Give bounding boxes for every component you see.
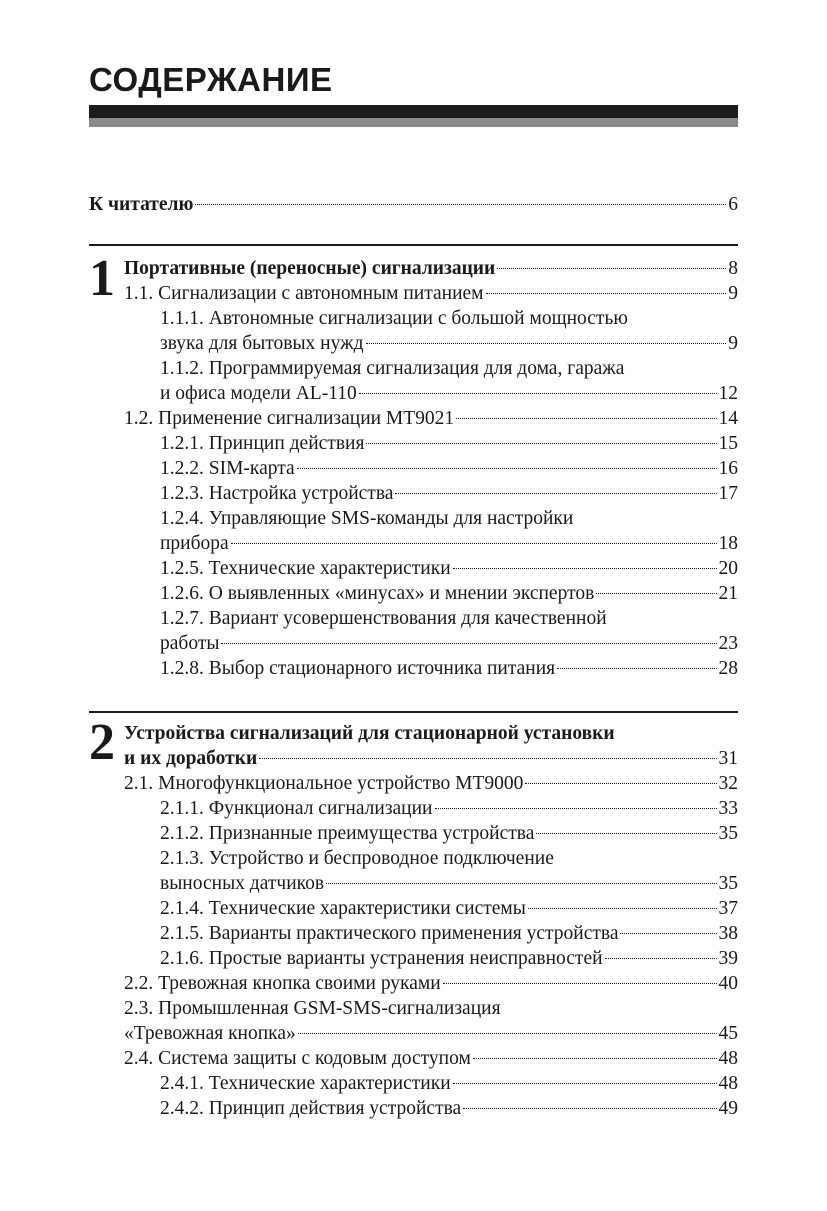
dot-leader	[231, 542, 717, 544]
dot-leader	[453, 567, 717, 569]
toc-chapter-2[interactable]	[124, 746, 738, 771]
toc-entry-2-1-6[interactable]	[160, 946, 738, 971]
dot-leader	[359, 392, 717, 394]
chapter-2-rule	[89, 711, 738, 713]
chapter-1-rule	[89, 244, 738, 246]
dot-leader	[536, 832, 716, 834]
toc-entry-page: 35	[718, 873, 738, 894]
toc-entry-1-2[interactable]	[124, 406, 738, 431]
dot-leader	[463, 1107, 716, 1109]
toc-entry-title: звука для бытовых нужд	[160, 333, 364, 354]
dot-leader	[298, 1032, 717, 1034]
toc-entry-page: 14	[718, 408, 738, 429]
dot-leader	[366, 442, 716, 444]
dot-leader	[456, 417, 716, 419]
toc-entry-page: 45	[718, 1023, 738, 1044]
toc-entry-title: 2.4. Система защиты с кодовым доступом	[124, 1048, 471, 1069]
toc-entry-1-1-2[interactable]	[160, 381, 738, 406]
toc-entry-1-2-8[interactable]	[160, 656, 738, 681]
toc-entry-1-2-7-line1[interactable]: 1.2.7. Вариант усовершенствования для качественной	[160, 608, 607, 629]
toc-entry-title: работы	[160, 633, 220, 654]
toc-entry-page: 8	[728, 258, 738, 279]
toc-entry-1-1-2-line1[interactable]: 1.1.2. Программируемая сигнализация для дома, гаража	[160, 358, 625, 379]
toc-entry-title: выносных датчиков	[160, 873, 325, 894]
toc-entry-page: 31	[718, 748, 738, 769]
toc-entry-title: К читателю	[89, 194, 194, 215]
toc-chapter-1[interactable]	[124, 256, 738, 281]
toc-entry-page: 35	[718, 823, 738, 844]
toc-entry-2-3[interactable]	[124, 1021, 738, 1046]
dot-leader	[486, 292, 727, 294]
dot-leader	[395, 492, 716, 494]
dot-leader	[366, 342, 727, 344]
toc-entry-page: 32	[718, 773, 738, 794]
dot-leader	[453, 1082, 717, 1084]
toc-entry-2-4-2[interactable]	[160, 1096, 738, 1121]
dot-leader	[596, 592, 716, 594]
toc-entry-1-1-1[interactable]	[160, 331, 738, 356]
toc-entry-1-2-2[interactable]	[160, 456, 738, 481]
toc-entry-title: 1.2.3. Настройка устройства	[160, 483, 394, 504]
toc-entry-page: 33	[718, 798, 738, 819]
toc-entry-page: 48	[718, 1048, 738, 1069]
page-title: СОДЕРЖАНИЕ	[89, 61, 333, 98]
toc-entry-title: «Тревожная кнопка»	[124, 1023, 296, 1044]
dot-leader	[443, 982, 717, 984]
dot-leader	[221, 642, 716, 644]
dot-leader	[297, 467, 717, 469]
toc-entry-title: 2.1.2. Признанные преимущества устройства	[160, 823, 535, 844]
toc-entry-page: 6	[728, 194, 738, 215]
toc-entry-page: 40	[718, 973, 738, 994]
chapter-2-number: 2	[89, 714, 115, 771]
toc-entry-2-3-line1[interactable]: 2.3. Промышленная GSM-SMS-сигнализация	[124, 998, 501, 1019]
toc-entry-page: 48	[718, 1073, 738, 1094]
toc-entry-title: 1.2.6. О выявленных «минусах» и мнении экспертов	[160, 583, 595, 604]
toc-entry-page: 39	[718, 948, 738, 969]
toc-entry-page: 17	[718, 483, 738, 504]
toc-entry-title: 1.2.2. SIM-карта	[160, 458, 295, 479]
title-rule-dark	[89, 105, 738, 118]
dot-leader	[473, 1057, 717, 1059]
dot-leader	[435, 807, 717, 809]
dot-leader	[605, 957, 717, 959]
toc-entry-title: 1.1. Сигнализации с автономным питанием	[124, 283, 484, 304]
toc-entry-page: 37	[718, 898, 738, 919]
toc-entry-1-2-3[interactable]	[160, 481, 738, 506]
toc-entry-title: прибора	[160, 533, 229, 554]
toc-entry-1-2-4[interactable]	[160, 531, 738, 556]
toc-entry-2-4-1[interactable]	[160, 1071, 738, 1096]
toc-entry-2-1-2[interactable]	[160, 821, 738, 846]
toc-entry-page: 38	[718, 923, 738, 944]
toc-entry-2-2[interactable]	[124, 971, 738, 996]
dot-leader	[620, 932, 716, 934]
toc-entry-1-2-6[interactable]	[160, 581, 738, 606]
toc-entry-1-2-1[interactable]	[160, 431, 738, 456]
toc-entry-2-1-3-line1[interactable]: 2.1.3. Устройство и беспроводное подключение	[160, 848, 554, 869]
toc-entry-1-2-7[interactable]	[160, 631, 738, 656]
toc-entry-2-4[interactable]	[124, 1046, 738, 1071]
toc-entry-title: 2.4.1. Технические характеристики	[160, 1073, 451, 1094]
toc-entry-title: 1.2.1. Принцип действия	[160, 433, 365, 454]
dot-leader	[497, 267, 726, 269]
toc-entry-page: 15	[718, 433, 738, 454]
chapter-1-number: 1	[89, 250, 115, 307]
toc-entry-2-1-3[interactable]	[160, 871, 738, 896]
toc-entry-page: 16	[718, 458, 738, 479]
dot-leader	[259, 757, 716, 759]
toc-entry-page: 23	[718, 633, 738, 654]
toc-entry-title: 2.1.5. Варианты практического применения устройства	[160, 923, 619, 944]
dot-leader	[195, 203, 726, 205]
toc-chapter-2-line1[interactable]: Устройства сигнализаций для стационарной установки	[124, 723, 615, 744]
toc-entry-title: 2.1.6. Простые варианты устранения неисправностей	[160, 948, 603, 969]
toc-entry-page: 20	[718, 558, 738, 579]
toc-entry-page: 9	[728, 333, 738, 354]
toc-entry-title: 2.4.2. Принцип действия устройства	[160, 1098, 462, 1119]
toc-entry-2-1[interactable]	[124, 771, 738, 796]
toc-entry-title: 1.2.8. Выбор стационарного источника питания	[160, 658, 556, 679]
toc-entry-title: 2.1.1. Функционал сигнализации	[160, 798, 433, 819]
dot-leader	[557, 667, 716, 669]
title-rule-grey	[89, 118, 738, 127]
toc-entry-1-2-5[interactable]	[160, 556, 738, 581]
toc-entry-page: 9	[728, 283, 738, 304]
toc-entry-title: Портативные (переносные) сигнализации	[124, 258, 496, 279]
toc-entry-1-2-4-line1[interactable]: 1.2.4. Управляющие SMS-команды для настройки	[160, 508, 574, 529]
toc-entry-1-1[interactable]	[124, 281, 738, 306]
toc-entry-1-1-1-line1[interactable]: 1.1.1. Автономные сигнализации с большой мощностью	[160, 308, 628, 329]
toc-entry-page: 21	[718, 583, 738, 604]
toc-entry-page: 12	[718, 383, 738, 404]
toc-entry-title: и офиса модели AL-110	[160, 383, 357, 404]
dot-leader	[326, 882, 716, 884]
toc-entry-intro[interactable]	[89, 192, 738, 217]
toc-entry-title: 1.2.5. Технические характеристики	[160, 558, 451, 579]
toc-entry-title: и их доработки	[124, 748, 258, 769]
toc-entry-title: 1.2. Применение сигнализации MT9021	[124, 408, 455, 429]
toc-entry-page: 49	[718, 1098, 738, 1119]
toc-entry-title: 2.1.4. Технические характеристики системы	[160, 898, 526, 919]
toc-entry-2-1-4[interactable]	[160, 896, 738, 921]
toc-entry-2-1-1[interactable]	[160, 796, 738, 821]
dot-leader	[525, 782, 716, 784]
toc-entry-2-1-5[interactable]	[160, 921, 738, 946]
dot-leader	[528, 907, 717, 909]
toc-entry-page: 28	[718, 658, 738, 679]
toc-entry-title: 2.2. Тревожная кнопка своими руками	[124, 973, 441, 994]
toc-entry-page: 18	[718, 533, 738, 554]
toc-entry-title: 2.1. Многофункциональное устройство MT9000	[124, 773, 524, 794]
